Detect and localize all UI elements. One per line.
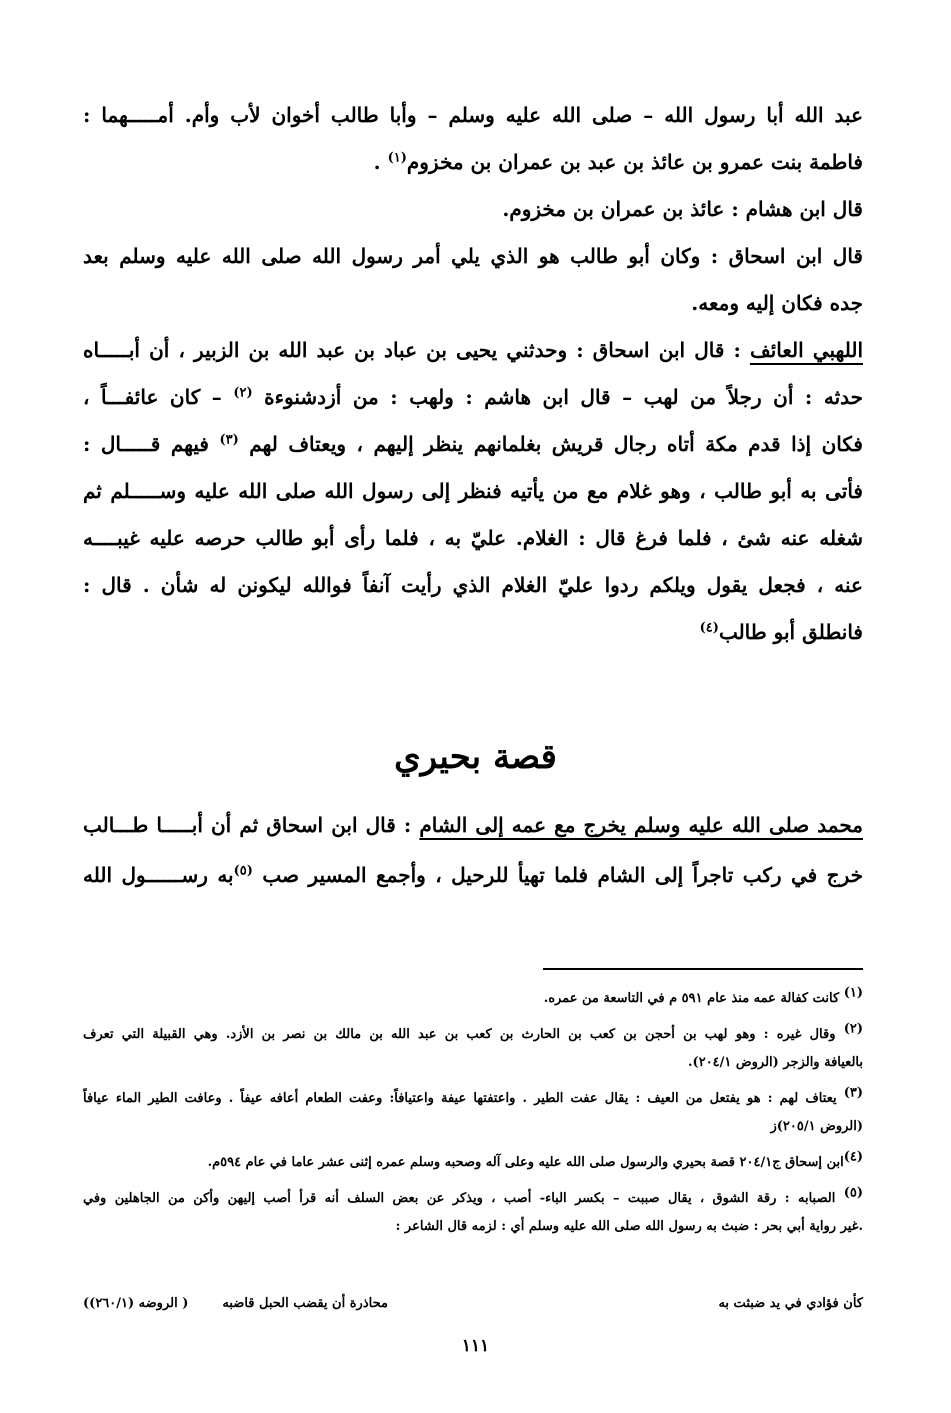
text-line-12: [83, 609, 863, 656]
text-line-8-content: فكان إذا قدم مكة أتاه رجال قريش بغلمانهم ينظر إليهم ، ويعتاف لهم: [249, 432, 863, 456]
footnote-4-line-1: [83, 1149, 863, 1177]
footnote-1-number: (١): [843, 985, 863, 1001]
section-line-1-rest: : قال ابن اسحاق ثم أن أبـــــا طـــالب: [83, 813, 420, 837]
text-line-12-content: فانطلق أبو طالب: [718, 620, 863, 644]
footnote-1-line-1: [83, 985, 863, 1013]
footnote-5-number: (٥): [843, 1185, 863, 1201]
footnote-3: [83, 1085, 863, 1141]
footnote-4: [83, 1149, 863, 1177]
footnote-2: [83, 1021, 863, 1077]
footnotes: [83, 985, 863, 1241]
footnote-3-line-2: (الروض ٢٠٥/١)ز: [770, 1119, 863, 1134]
footnote-3-text: يعتاف لهم : هو يفتعل من العيف : يقال عفت الطير . واعتفتها عيفة واعتيافاً: وعفت الطعام أعافه عيفاً . وعافت الطير الماء عيافاً: [83, 1091, 837, 1106]
text-line-6-content: قال ابن اسحاق : وحدثني يحيى بن عباد بن عبد الله بن الزبير ، أن أبـــــاه: [83, 338, 725, 362]
section-heading: محمد صلى الله عليه وسلم يخرج مع عمه إلى الشام: [419, 813, 863, 837]
footnote-ref-4: (٤): [699, 620, 719, 636]
footnote-5: [83, 1185, 863, 1241]
text-line-8: [83, 421, 863, 468]
text-line-8-end: فيهم قـــــال :: [83, 432, 209, 456]
verse-hemistich-1: كأن فؤادي في يد ضبثت به: [718, 1296, 863, 1311]
footnote-3-number: (٣): [843, 1085, 863, 1101]
text-line-11: عنه ، فجعل يقول ويلكم ردوا عليّ الغلام الذي رأيت آنفاً فوالله ليكونن له شأن . قال :: [83, 573, 863, 597]
section-line-2: [83, 850, 863, 900]
text-line-7-end: – كان عائفـــاً ،: [83, 385, 222, 409]
footnote-2-number: (٢): [843, 1021, 863, 1037]
text-line-2: [83, 139, 863, 186]
footnote-5-line-2: .غير رواية أبي بحر : ضبث به رسول الله صلى الله عليه وسلم أي : لزمه قال الشاعر :: [395, 1219, 863, 1234]
section-text: [83, 800, 863, 900]
footnote-5-line-1: [83, 1185, 863, 1213]
section-line-2-a: خرج في ركب تاجراً إلى الشام فلما تهيأ للرحيل ، وأجمع المسير صب: [262, 863, 863, 887]
section-line-1: [83, 800, 863, 850]
footnote-1-text: كانت كفالة عمه منذ عام ٥٩١ م في التاسعة من عمره.: [543, 991, 840, 1006]
text-line-7-content: حدثه : أن رجلاً من لهب – قال ابن هاشم : ولهب : من أزدشنوءة: [264, 385, 863, 409]
verse-hemistich-2: محاذرة أن يقضب الحبل قاضبه: [222, 1296, 388, 1311]
footnote-4-number: (٤): [843, 1149, 863, 1165]
footnote-2-text: وقال غيره : وهو لهب بن أحجن بن كعب بن الحارث بن كعب بن عبد الله بن مالك بن نصر بن الأزد. وهي القبيلة التي تعرف: [83, 1027, 836, 1042]
footnote-separator: [543, 968, 863, 970]
verse-source: ( الروضه (٢٦٠/١)): [83, 1296, 189, 1311]
verse: [83, 1290, 863, 1318]
footnote-4-text: ابن إسحاق ج٢٠٤/١ قصة بحيري والرسول صلى الله عليه وعلى آله وصحبه وسلم عمره إثنى عشر عاما في عام ٥٩٤م.: [207, 1155, 844, 1170]
heading-lahabi: اللهبي العائف: [750, 338, 863, 362]
section-title: قصة بحيري: [394, 737, 557, 777]
text-line-10: شغله عنه شئ ، فلما فرغ قال : الغلام. عليّ به ، فلما رأى أبو طالب حرصه عليه غيبــــه: [83, 526, 863, 550]
verse-second-half: [83, 1290, 388, 1318]
footnote-ref-2: (٢): [233, 385, 253, 401]
footnote-ref-3: (٣): [219, 432, 239, 448]
text-line-9: فأتى به أبو طالب ، وهو غلام مع من يأتيه فنظر إلى رسول الله صلى الله عليه وســـــلم ثم: [83, 479, 863, 503]
text-line-1: عبد الله أبا رسول الله – صلى الله عليه وسلم – وأبا طالب أخوان لأب وأم. أمـــــهما :: [83, 103, 863, 127]
footnote-1: [83, 985, 863, 1013]
section-line-2-b: به رســــــول الله: [83, 863, 234, 887]
footnote-2-line-1: [83, 1021, 863, 1049]
text-line-2-end: .: [373, 150, 388, 174]
main-text: [83, 92, 863, 656]
footnote-5-text: الصبابه : رقة الشوق ، يقال صببت – بكسر الباء- أصب ، ويذكر عن بعض السلف أنه قرأ أصب إليهن وأكن من الجاهلين وفي: [83, 1191, 836, 1206]
footnote-ref-5: (٥): [233, 863, 253, 879]
page-number: ١١١: [461, 1336, 490, 1356]
footnote-2-line-2: بالعيافة والزجر (الروض ٢٠٤/١).: [688, 1055, 863, 1070]
text-line-6: اللهبي العائف : قال ابن اسحاق : وحدثني يحيى بن عباد بن عبد الله بن الزبير ، أن أبـــــاه: [83, 338, 863, 362]
footnote-3-line-1: [83, 1085, 863, 1113]
text-line-7: [83, 374, 863, 421]
text-line-4: قال ابن اسحاق : وكان أبو طالب هو الذي يلي أمر رسول الله صلى الله عليه وسلم بعد: [83, 244, 863, 268]
footnote-ref-1: (١): [387, 150, 407, 166]
text-line-3: قال ابن هشام : عائذ بن عمران بن مخزوم.: [502, 197, 863, 221]
text-line-2-content: فاطمة بنت عمرو بن عائذ بن عبد بن عمران بن مخزوم: [406, 150, 863, 174]
text-line-5: جده فكان إليه ومعه.: [691, 291, 863, 315]
